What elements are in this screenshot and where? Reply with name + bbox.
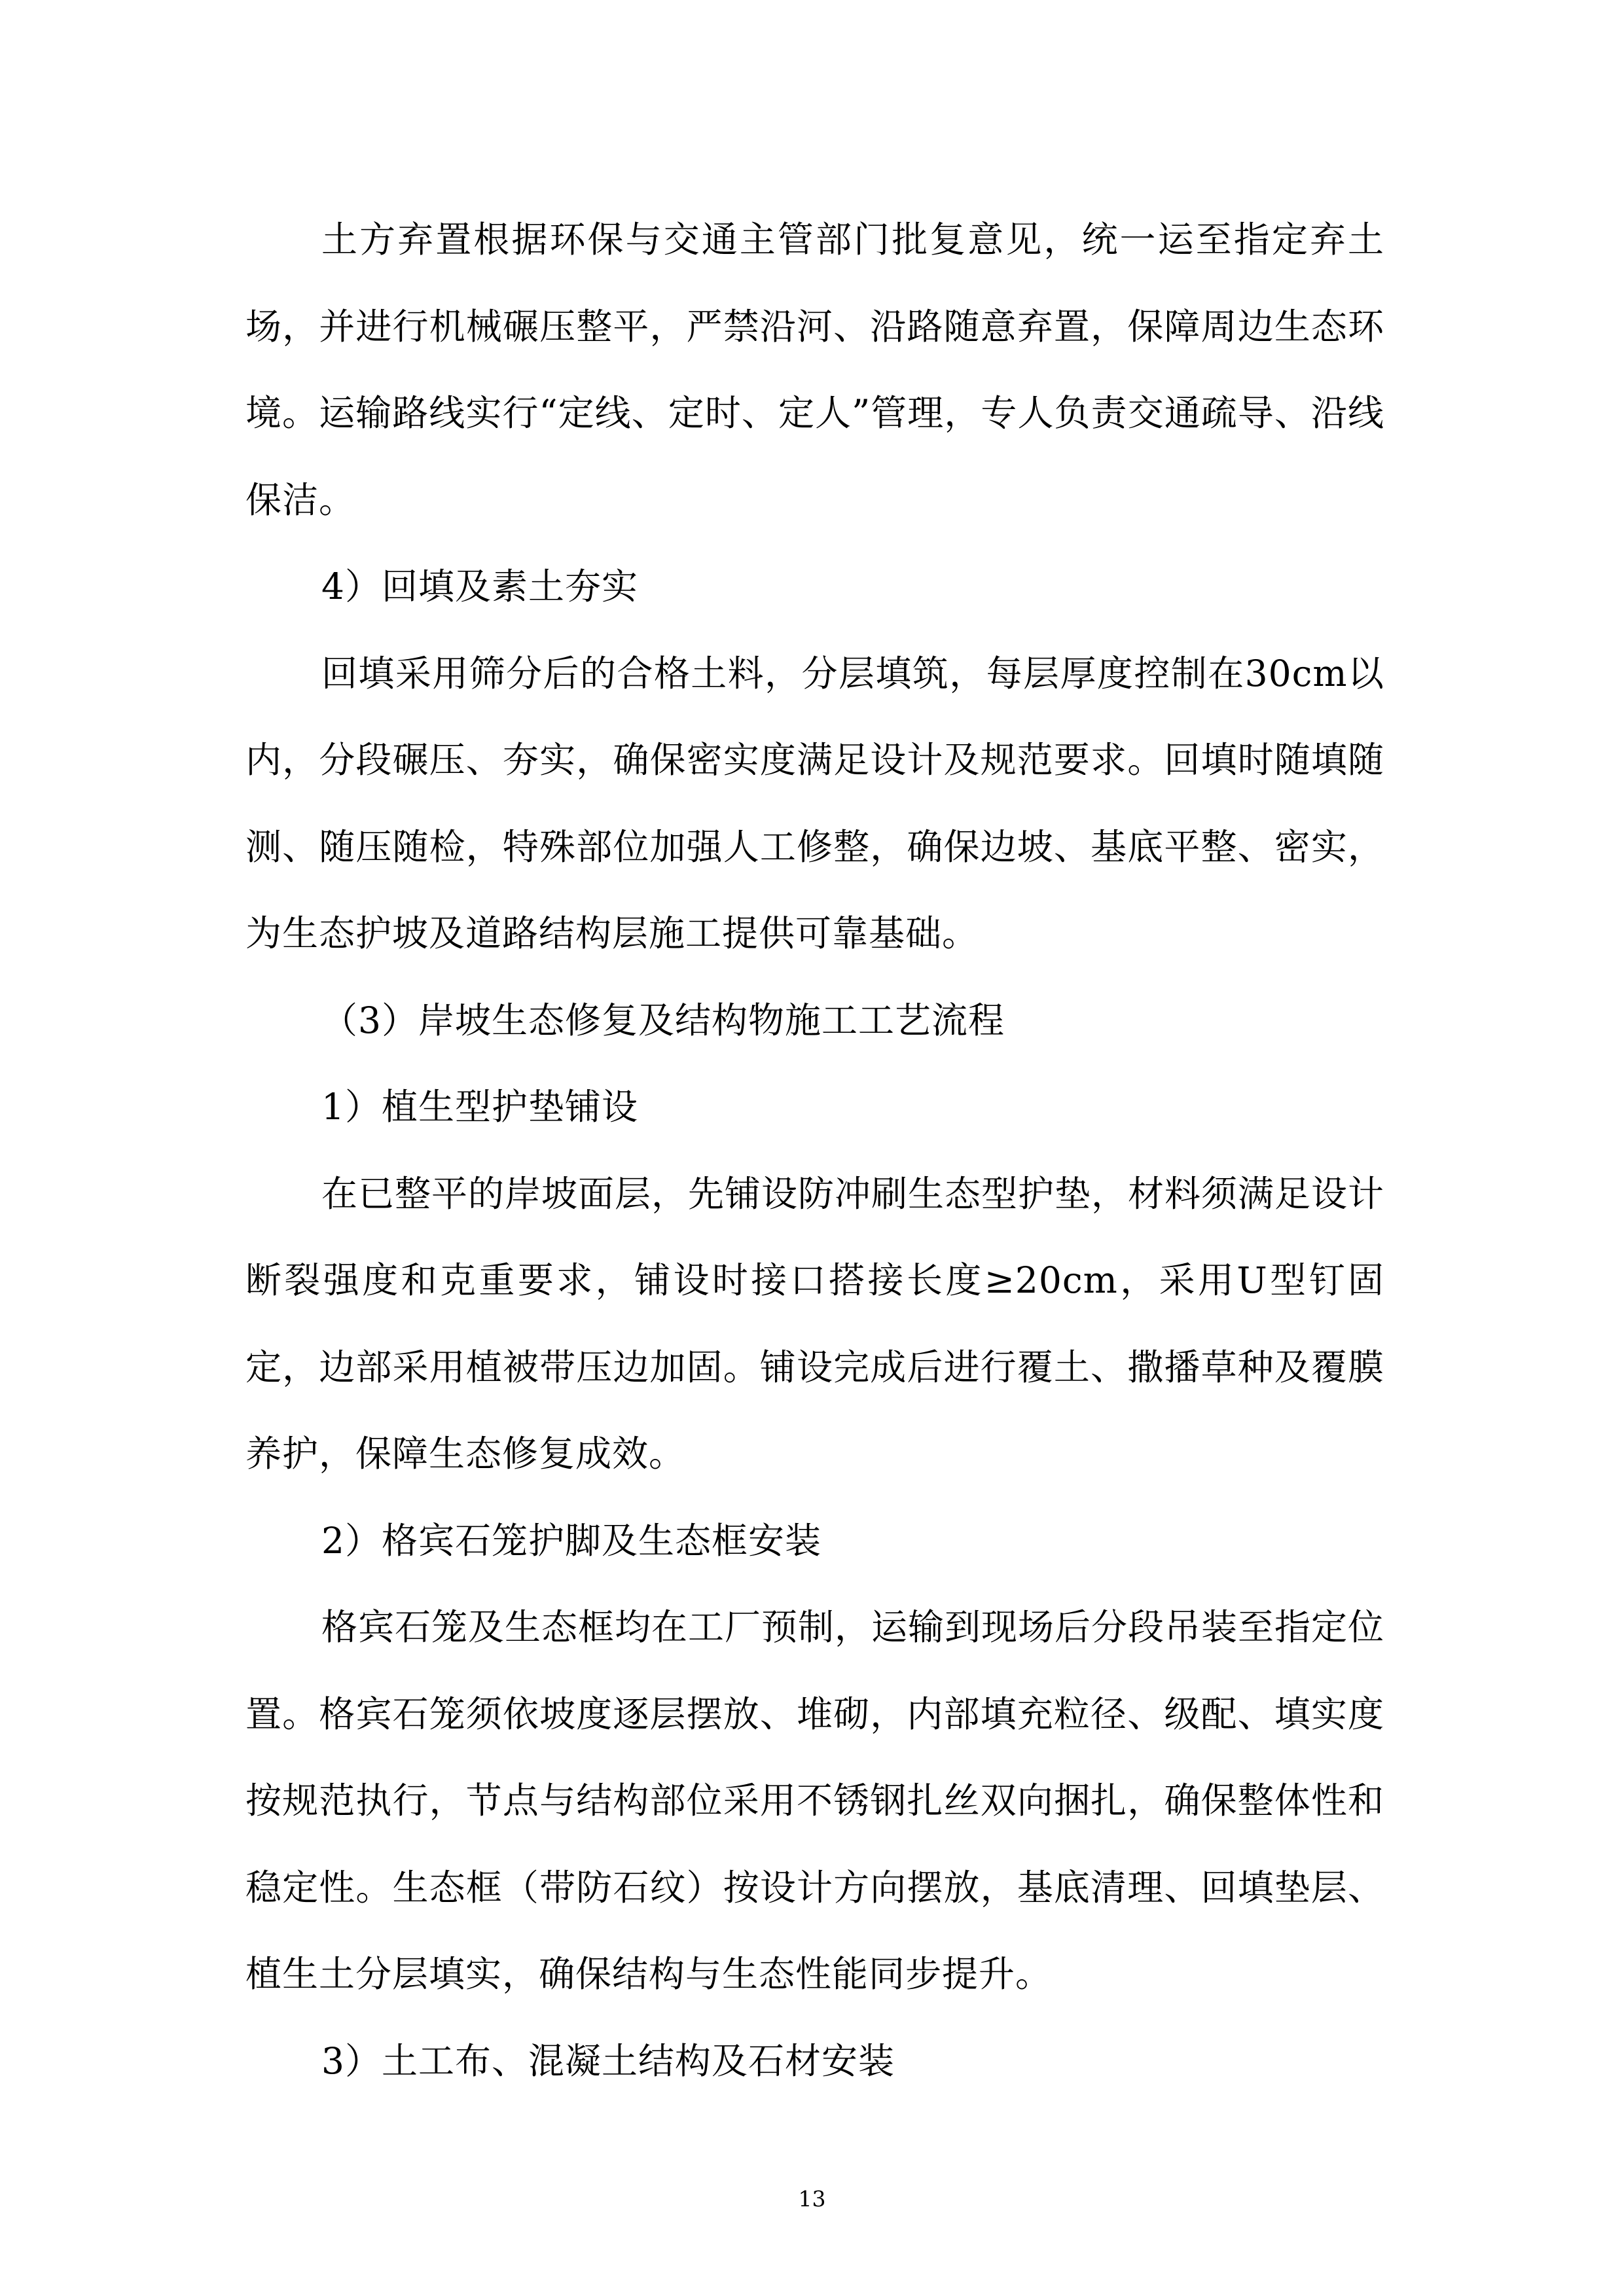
heading-vegetation-mat: 1）植生型护垫铺设	[321, 1086, 638, 1128]
paragraph-backfill: 回填采用筛分后的合格土料，分层填筑，每层厚度控制在30cm以内，分段碾压、夯实，确保密实度满足设计及规范要求。回填时随填随测、随压随检，特殊部位加强人工修整，确保边坡、基底平整、密实，为生态护坡及道路结构层施工提供可靠基础。	[245, 652, 1384, 954]
heading-gabion: 2）格宾石笼护脚及生态框安装	[321, 1519, 821, 1562]
heading-geotextile: 3）土工布、混凝土结构及石材安装	[321, 2039, 895, 2082]
paragraph-gabion: 格宾石笼及生态框均在工厂预制，运输到现场后分段吊装至指定位置。格宾石笼须依坡度逐层摆放、堆砌，内部填充粒径、级配、填实度按规范执行，节点与结构部位采用不锈钢扎丝双向捆扎，确保整体性和稳定性。生态框（带防石纹）按设计方向摆放，基底清理、回填垫层、植生土分层填实，确保结构与生态性能同步提升。	[245, 1606, 1385, 1995]
heading-backfill: 4）回填及素土夯实	[321, 565, 638, 607]
page-content	[245, 196, 1384, 2104]
paragraph-soil-disposal: 土方弃置根据环保与交通主管部门批复意见，统一运至指定弃土场，并进行机械碾压整平，严禁沿河、沿路随意弃置，保障周边生态环境。运输路线实行“定线、定时、定人”管理，专人负责交通疏导、沿线保洁。	[245, 219, 1384, 521]
heading-section-3: （3）岸坡生态修复及结构物施工工艺流程	[321, 999, 1005, 1041]
page-number: 13	[798, 2186, 826, 2212]
paragraph-vegetation-mat: 在已整平的岸坡面层，先铺设防冲刷生态型护垫，材料须满足设计断裂强度和克重要求，铺设时接口搭接长度≥20cm，采用U型钉固定，边部采用植被带压边加固。铺设完成后进行覆土、撒播草种及覆膜养护，保障生态修复成效。	[245, 1172, 1385, 1475]
